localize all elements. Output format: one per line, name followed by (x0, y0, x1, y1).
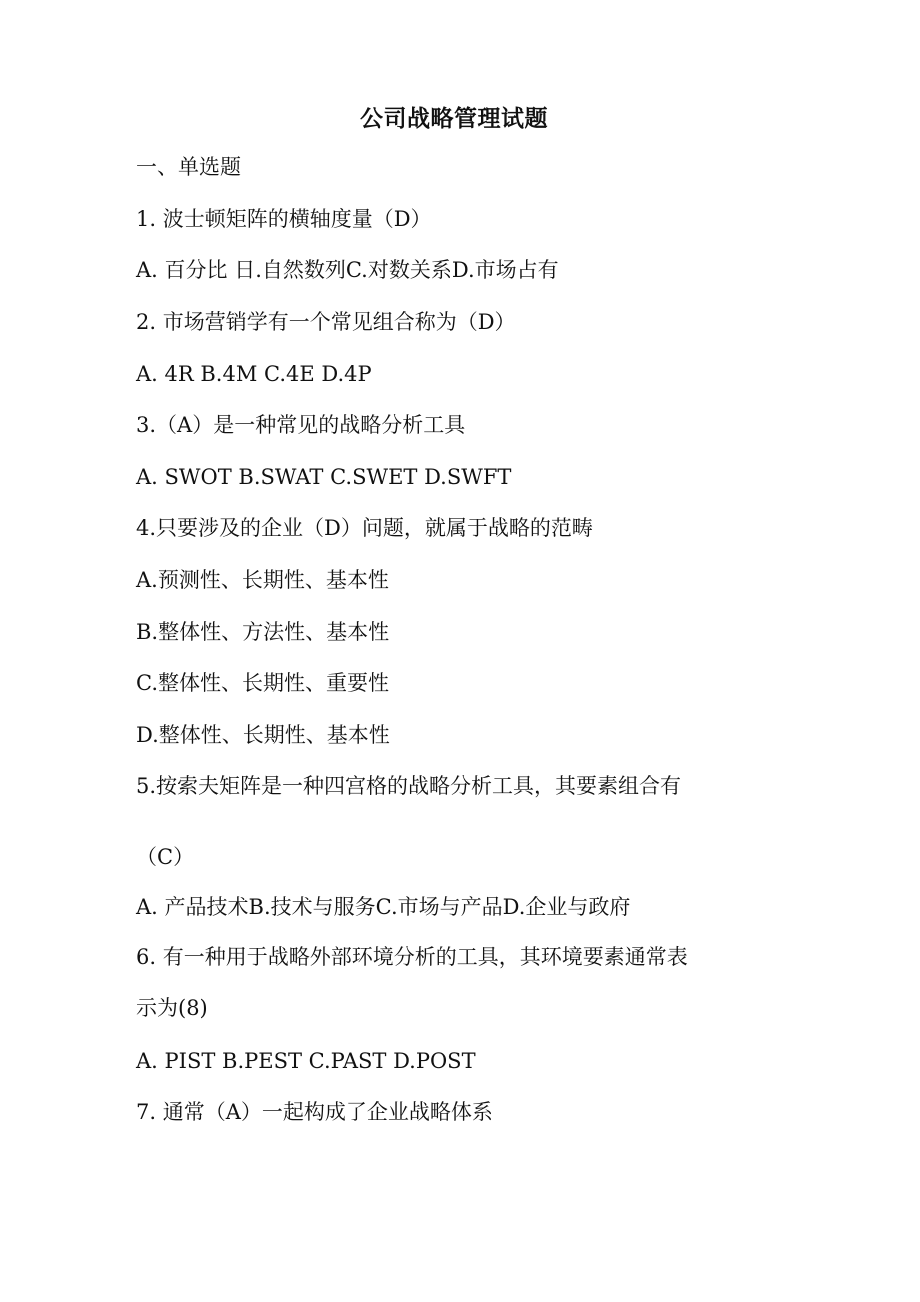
question-3: 3.（A）是一种常见的战略分析工具 (136, 413, 466, 437)
question-5-answer: （C） (136, 845, 195, 869)
question-2-options: A. 4R B.4M C.4E D.4P (136, 362, 372, 386)
question-4-option-a: A.预测性、长期性、基本性 (136, 568, 389, 592)
question-5: 5.按索夫矩阵是一种四宫格的战略分析工具，其要素组合有 (136, 774, 682, 798)
question-4-option-d: D.整体性、长期性、基本性 (136, 723, 390, 747)
question-1: 1. 波士顿矩阵的横轴度量（D） (136, 207, 432, 231)
question-6-continuation: 示为(8) (136, 996, 208, 1020)
question-5-options: A. 产品技术B.技术与服务C.市场与产品D.企业与政府 (136, 895, 631, 919)
question-4-option-c: C.整体性、长期性、重要性 (136, 671, 389, 695)
question-6-options: A. PIST B.PEST C.PAST D.POST (136, 1049, 476, 1073)
question-7: 7. 通常（A）一起构成了企业战略体系 (136, 1100, 493, 1124)
question-3-options: A. SWOT B.SWAT C.SWET D.SWFT (136, 465, 512, 489)
question-2: 2. 市场营销学有一个常见组合称为（D） (136, 310, 516, 334)
question-6: 6. 有一种用于战略外部环境分析的工具，其环境要素通常表 (136, 945, 688, 969)
document-title: 公司战略管理试题 (360, 106, 548, 132)
question-1-options: A. 百分比 日.自然数列C.对数关系D.市场占有 (136, 258, 559, 282)
section-heading: 一、单选题 (136, 155, 241, 179)
question-4: 4.只要涉及的企业（D）问题，就属于战略的范畴 (136, 516, 593, 540)
question-4-option-b: B.整体性、方法性、基本性 (136, 620, 390, 644)
